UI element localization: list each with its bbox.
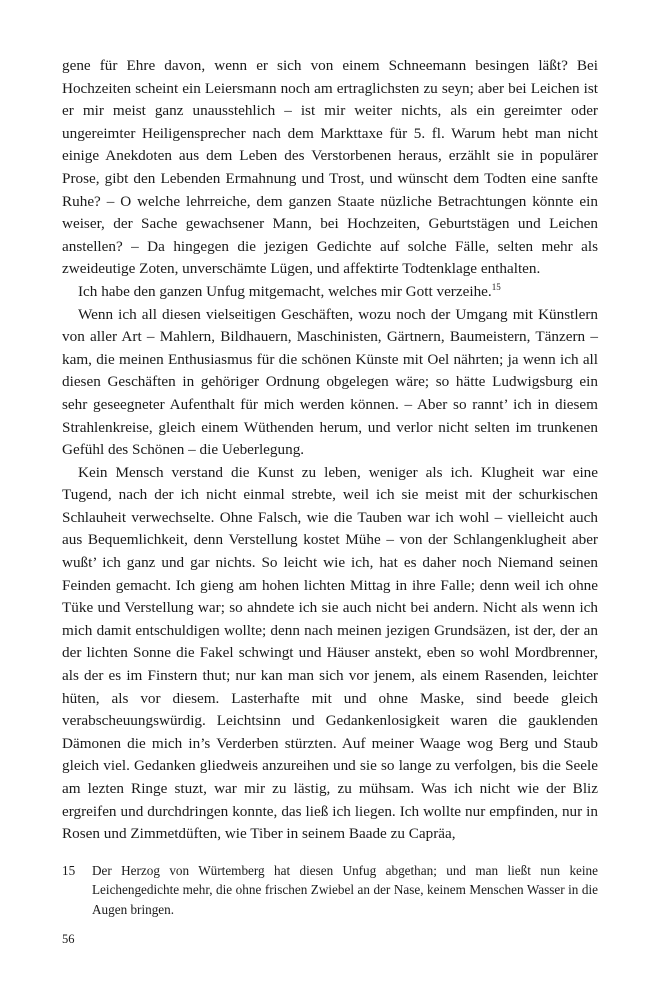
paragraph: Kein Mensch verstand die Kunst zu leben, weniger als ich. Klugheit war eine Tugend, nach der ich nicht einmal strebte, weil ich sie meist mit der schurkischen Schlauheit verwechselte. Ohne Falsch, wie die Tauben war ich wohl – vielleicht auch aus Bequemlichkeit, denn Verstellung kostet Mühe – von der Schlangenklugheit aber wußt’ ich ganz und gar nichts. So leicht wie ich, hat es daher noch Niemand seinen Feinden gemacht. Ich gieng am hohen lichten Mittag in ihre Falle; denn weil ich ohne Tüke und Verstellung war; so ahndete ich sie auch nicht bei andern. Nicht als wenn ich mich damit entschuldigen wollte; denn nach meinen jezigen Grundsäzen, ist der, der an der lichten Sonne die Fakel schwingt und Häuser anstekt, eben so wohl Mordbrenner, als der es im Finstern thut; nur kan man sich vor jenem, als einem Rasenden, leichter hüten, als vor diesem. Lasterhafte mit und ohne Maske, sind beede gleich verabscheuungswürdig. Leichtsinn und Gedankenlosigkeit waren die gauklenden Dämonen die mich in’s Verderben stürzten. Auf meiner Waage wog Berg und Staub gleich viel. Gedanken gliedweis anzureihen und sie so lange zu verfolgen, bis die Seele am lezten Ringe stuzt, war mir zu lästig, zu mühsam. Was ich nicht wie der Bliz ergreifen und durchdringen konnte, das ließ ich liegen. Ich wollte nur empfinden, nur in Rosen und Zimmetdüften, wie Tiber in seinem Baade zu Capräa, bbox=[62, 463, 598, 843]
main-text bbox=[62, 55, 598, 846]
footnote-reference[interactable]: 15 bbox=[491, 281, 501, 292]
paragraph bbox=[62, 281, 598, 304]
page-number: 56 bbox=[62, 932, 75, 946]
footnotes bbox=[62, 861, 598, 919]
paragraph: Wenn ich all diesen vielseitigen Geschäften, wozu noch der Umgang mit Künstlern von aller Art – Mahlern, Bildhauern, Maschinisten, Gärtnern, Baumeistern, Tänzern – kam, die meinen Enthusiasmus für die schönen Künste mit Oel nährten; ja wenn ich all diesen Geschäften in gehöriger Ordnung obgelegen wäre; so hätte Ludwigsburg ein sehr geseegneter Aufenthalt für mich werden können. – Aber so rannt’ ich in diesem Strahlenkreise, gleich einem Wüthenden herum, und verlor nicht selten im trunkenen Gefühl des Schönen – die Ueberlegung. bbox=[62, 305, 598, 459]
footnote bbox=[62, 861, 598, 919]
footnote-text: Der Herzog von Würtemberg hat diesen Unfug abgethan; und man ließt nun keine Leichengedichte mehr, die ohne frischen Zwiebel an der Nase, keinem Menschen Wasser in die Augen bringen. bbox=[92, 863, 598, 917]
paragraph: gene für Ehre davon, wenn er sich von einem Schneemann besingen läßt? Bei Hochzeiten scheint ein Leiersmann noch am ertraglichsten zu seyn; aber bei Leichen ist er mir meist ganz unausstehlich – ist mir weiter nichts, als ein gereimter oder ungereimter Heiligensprecher nach dem Markttaxe für 5. fl. Warum hebt man nicht einige Anekdoten aus dem Leben des Verstorbenen heraus, erzählt sie in populärer Prose, gibt den Lebenden Ermahnung und Trost, und wünscht dem Todten eine sanfte Ruhe? – O welche lehrreiche, dem ganzen Staate nüzliche Betrachtungen könnte ein weiser, der Sache gewachsener Mann, bei Hochzeiten, Geburtstägen und Leichen anstellen? – Da hingegen die jezigen Gedichte auf solche Fälle, selten mehr als zweideutige Zoten, unverschämte Lügen, und affektirte Todtenklage enthalten. bbox=[62, 57, 598, 278]
paragraph-text: Ich habe den ganzen Unfug mitgemacht, welches mir Gott verzeihe. bbox=[78, 282, 492, 300]
footnote-number: 15 bbox=[62, 863, 76, 878]
